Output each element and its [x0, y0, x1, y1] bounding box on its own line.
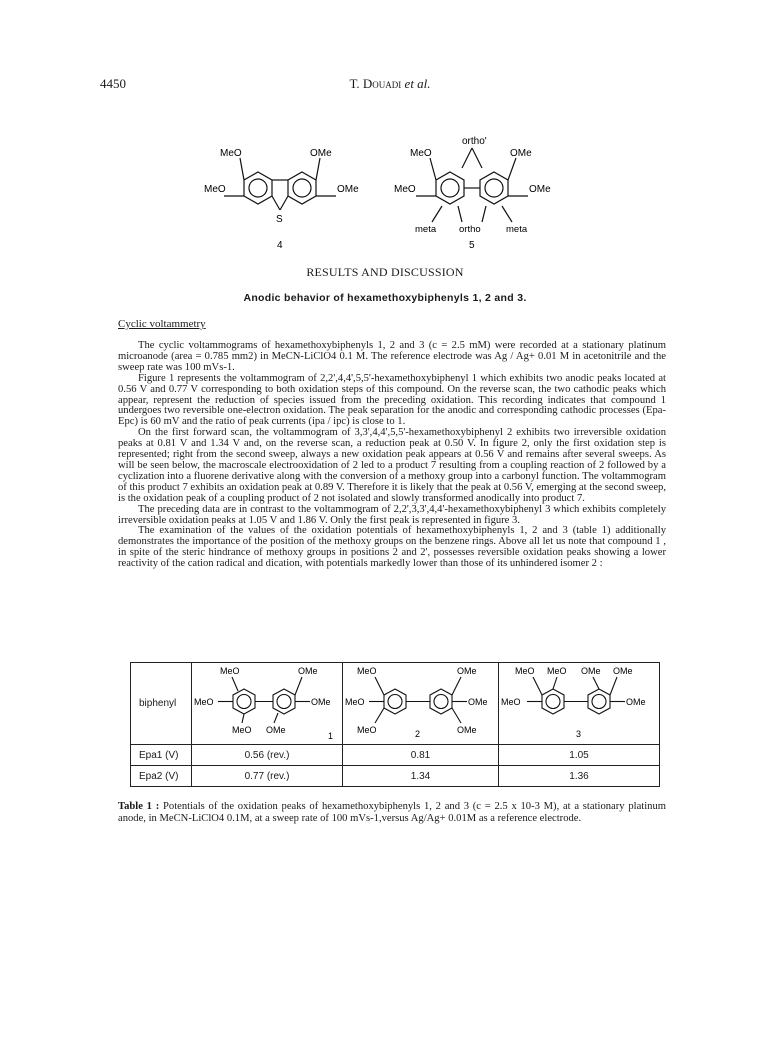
table-row-molecules: [131, 663, 660, 745]
m2-label-1: MeO: [357, 666, 377, 676]
subsection-title: Anodic behavior of hexamethoxybiphenyls 1, 2 and 3.: [243, 292, 527, 304]
m3-label-5: MeO: [501, 697, 521, 707]
m3-label-4: OMe: [613, 666, 633, 676]
table-cell: 0.81: [343, 745, 499, 766]
structure-4: [224, 158, 336, 210]
table-cell-molecule-1: [192, 663, 343, 745]
s5-meta-right: meta: [506, 224, 528, 235]
row-label-epa2: Epa2 (V): [131, 766, 192, 787]
section-title: RESULTS AND DISCUSSION: [306, 265, 464, 279]
table-cell-molecule-3: [499, 663, 660, 745]
m2-number: 2: [415, 729, 421, 739]
row-label-epa1: Epa1 (V): [131, 745, 192, 766]
structure-2: [343, 663, 498, 741]
caption-label: Table 1 :: [118, 801, 160, 812]
s4-sub-r: OMe: [337, 184, 359, 195]
s5-sub-r: OMe: [529, 184, 551, 195]
running-head: [300, 76, 480, 92]
m2-label-5: MeO: [357, 725, 377, 735]
m1-label-2: OMe: [298, 666, 318, 676]
structures-4-and-5: [204, 130, 570, 255]
paragraph-5: The examination of the values of the oxidation potentials of hexamethoxybiphenyls 1, 2 and 3 (table 1) additionally demonstrates the importance of the position of the methoxy groups on the benzene rings. Above all let us note that compound 1 , in spite of the steric hindrance of methoxy groups in positions 2 and 2', possesses reversible oxidation peaks showing a lower reactivity of the cation radical and dication, with potentials markedly lower than those of its unhindered isomer 2 :: [118, 525, 666, 570]
s4-number: 4: [277, 240, 283, 251]
s5-ortho-prime: ortho': [462, 136, 487, 147]
m3-label-2: MeO: [547, 666, 567, 676]
s5-sub-tl: MeO: [410, 148, 432, 159]
m3-label-1: MeO: [515, 666, 535, 676]
table-cell: 1.36: [499, 766, 660, 787]
paragraph-4: The preceding data are in contrast to the voltammogram of 2,2',3,3',4,4'-hexamethoxybiphenyl 3 which exhibits completely irreversible oxidation peaks at 1.05 V and 1.86 V. Only the first peak is represented in figure 3.: [118, 503, 666, 526]
s4-sub-l: MeO: [204, 184, 226, 195]
s5-meta-left: meta: [415, 224, 437, 235]
page-number: 4450: [100, 76, 126, 91]
s4-sub-tl: MeO: [220, 148, 242, 159]
table-cell: 1.05: [499, 745, 660, 766]
structure-1: [192, 663, 342, 741]
m2-label-6: OMe: [457, 725, 477, 735]
body-text: [118, 341, 666, 570]
s4-sulfur: S: [276, 214, 283, 225]
paragraph-2: Figure 1 represents the voltammogram of 2,2',4,4',5,5'-hexamethoxybiphenyl 1 which exhibits two anodic peaks located at 0.56 V and 0.77 V corresponding to both oxidation steps of this compound. On the reverse scan, the two cathodic peaks which appear, represent the reduction of species issued from the preceding oxidation. This recording indicates that compound 1 undergoes two reversible one-electron oxidation. The peak separation for the anodic and corresponding cathodic processes (Epa-Epc) is 60 mV and the ratio of peak currents (ipa / ipc) is close to 1.: [118, 372, 666, 428]
structure-5: [416, 148, 528, 222]
row-label-biphenyl: biphenyl: [131, 663, 192, 745]
table-cell: 1.34: [343, 766, 499, 787]
paragraph-1: The cyclic voltammograms of hexamethoxybiphenyls 1, 2 and 3 (c = 2.5 mM) were recorded at a stationary platinum microanode (area = 0.785 mm2) in MeCN-LiClO4 0.1 M. The reference electrode was Ag / Ag+ 0.01 M in acetonitrile and the sweep rate was 100 mVs-1.: [118, 340, 666, 373]
s4-sub-tr: OMe: [310, 148, 332, 159]
m3-number: 3: [576, 729, 582, 739]
table-caption: [118, 801, 666, 825]
s5-number: 5: [469, 240, 475, 251]
m1-label-4: OMe: [311, 697, 331, 707]
structure-3: [499, 663, 659, 741]
m3-label-6: OMe: [626, 697, 646, 707]
table-row-epa2: [131, 766, 660, 787]
m1-number: 1: [328, 731, 334, 741]
table-cell: 0.56 (rev.): [192, 745, 343, 766]
table-cell-molecule-2: [343, 663, 499, 745]
s5-ortho: ortho: [459, 224, 481, 235]
paragraph-3: On the first forward scan, the voltammogram of 3,3',4,4',5,5'-hexamethoxybiphenyl 2 exhibits two irreversible oxidation peaks at 0.81 V and 1.34 V and, on the reverse scan, a reduction peak at 0.50 V. In figure 2, only the first oxidation step is represented; right from the second sweep, always a new oxidation peak appears at 0.56 V and remains after several sweeps. As will be seen below, the macroscale electrooxidation of 2 led to a product 7 resulting from a coupling reaction of 2 followed by a cyclization into a fluorene derivative along with the conversion of a methoxy group into a carbonyl function. The voltammogram of this product 7 exhibits an oxidation peak at 0.89 V. Therefore it is likely that the peak at 0.56 V, emerging at the second sweep, is the oxidation peak of a coupling product of 2 not isolated and slowly transformed anodically into product 7.: [118, 427, 666, 504]
m1-label-5: MeO: [232, 725, 252, 735]
m2-label-4: OMe: [468, 697, 488, 707]
m2-label-2: OMe: [457, 666, 477, 676]
table-cell: 0.77 (rev.): [192, 766, 343, 787]
m1-label-6: OMe: [266, 725, 286, 735]
table-row-epa1: [131, 745, 660, 766]
subheading-cyclic-voltammetry: Cyclic voltammetry: [118, 318, 206, 330]
s5-sub-tr: OMe: [510, 148, 532, 159]
running-head-author: T. Douadi: [349, 76, 402, 91]
caption-text: Potentials of the oxidation peaks of hexamethoxybiphenyls 1, 2 and 3 (c = 2.5 x 10-3 M), at a stationary platinum anode, in MeCN-LiClO4 0.1M, at a sweep rate of 100 mVs-1,versus Ag/Ag+ 0.01M as a reference electrode.: [118, 801, 666, 824]
m1-label-3: MeO: [194, 697, 214, 707]
table-1: [130, 662, 660, 787]
running-head-etal: et al.: [404, 76, 431, 91]
s5-sub-l: MeO: [394, 184, 416, 195]
m2-label-3: MeO: [345, 697, 365, 707]
m1-label-1: MeO: [220, 666, 240, 676]
m3-label-3: OMe: [581, 666, 601, 676]
